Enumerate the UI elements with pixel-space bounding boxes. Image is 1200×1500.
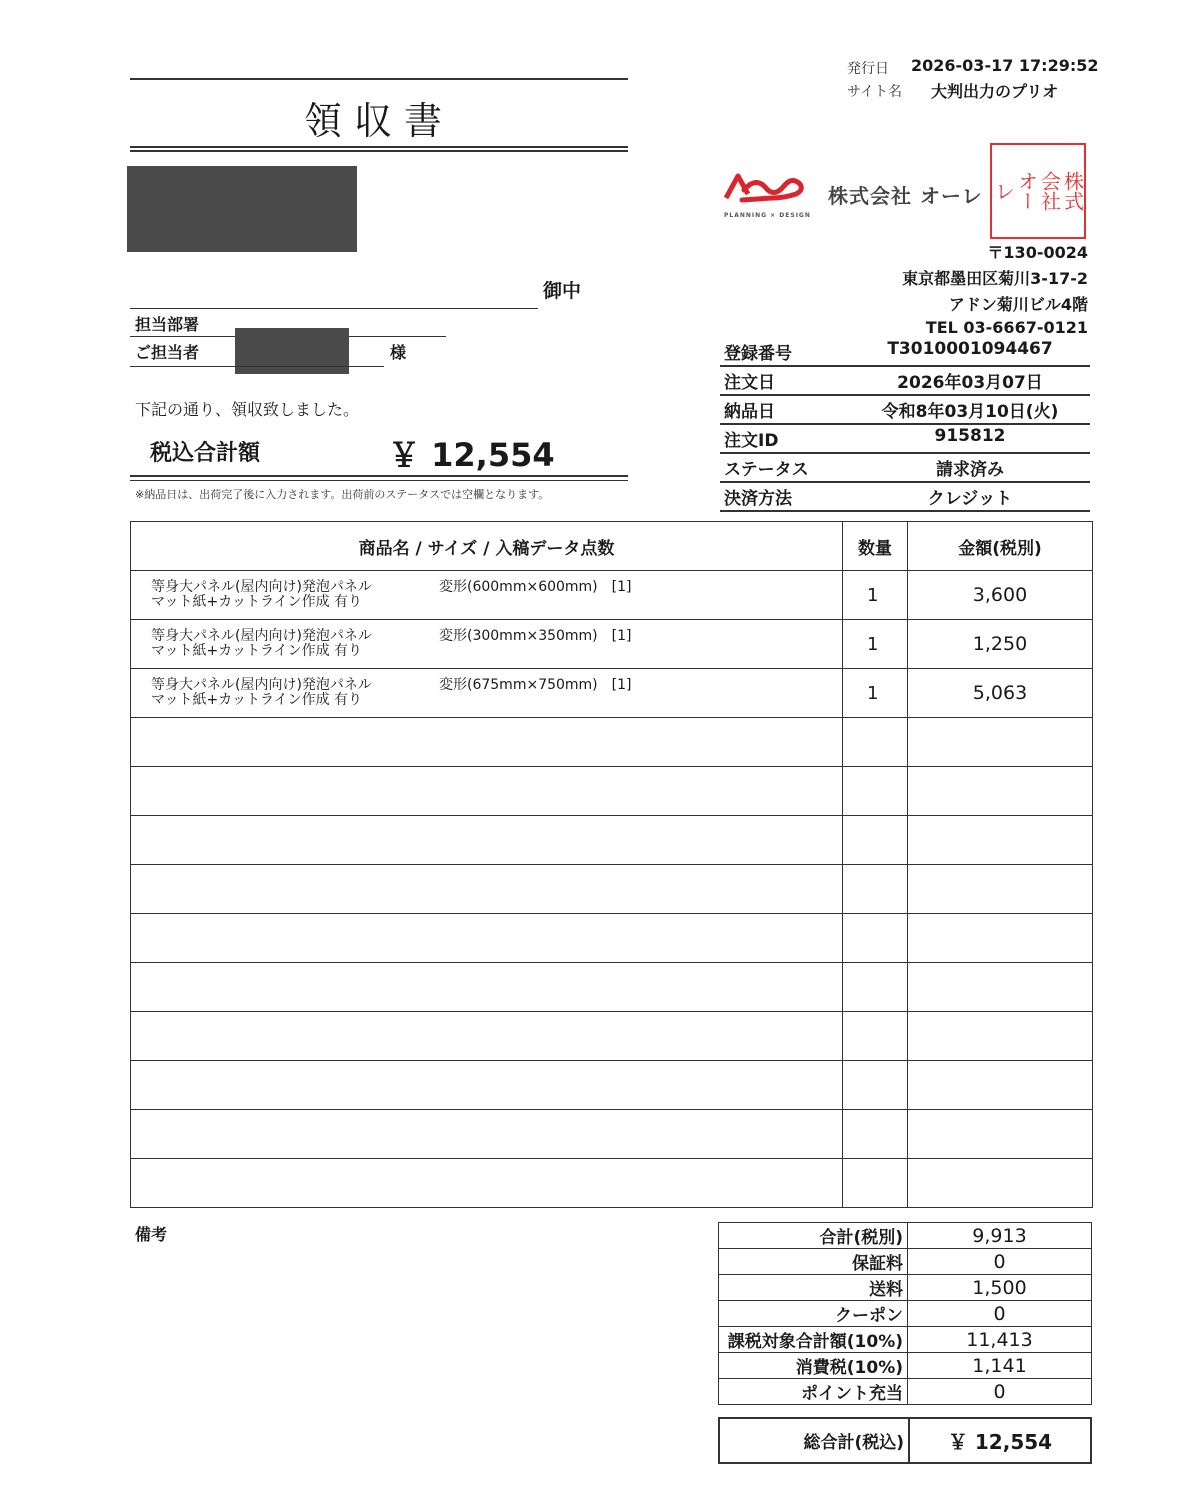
empty-row (131, 1159, 1093, 1208)
company-address-2: アドン菊川ビル4階 (948, 295, 1088, 314)
grand-total-table (718, 1417, 1092, 1464)
summary-label: 送料 (719, 1275, 908, 1301)
title-rule-bottom-2 (130, 150, 628, 152)
info-label: 注文ID (724, 431, 779, 451)
empty-cell (843, 1012, 908, 1061)
title-rule-bottom-1 (130, 146, 628, 148)
empty-cell (843, 963, 908, 1012)
empty-row (131, 767, 1093, 816)
seal-char-4: レ (991, 181, 1016, 201)
info-label: ステータス (724, 460, 809, 480)
info-value: 915812 (934, 426, 1006, 446)
company-postal: 〒130-0024 (987, 243, 1088, 262)
summary-row (719, 1353, 1092, 1379)
total-amount-label: 税込合計額 (150, 441, 261, 466)
empty-row (131, 963, 1093, 1012)
summary-value: 11,413 (908, 1327, 1092, 1353)
empty-row (131, 1061, 1093, 1110)
empty-cell (908, 718, 1093, 767)
total-rule-1 (130, 475, 628, 477)
empty-cell (843, 865, 908, 914)
item-options: マット紙+カットライン作成 有り (151, 594, 363, 610)
item-amount: 1,250 (908, 620, 1093, 669)
table-row (131, 620, 1093, 669)
company-logo-subtitle: PLANNING × DESIGN (724, 212, 811, 219)
info-row-registration (720, 336, 1090, 367)
empty-row (131, 718, 1093, 767)
company-logo-icon (722, 168, 806, 212)
summary-label: 消費税(10%) (719, 1353, 908, 1379)
summary-value: 9,913 (908, 1223, 1092, 1249)
redacted-recipient-name (127, 166, 357, 252)
info-value: 令和8年03月10日(火) (881, 402, 1059, 422)
empty-cell (131, 718, 843, 767)
items-header-row (131, 522, 1093, 571)
item-size: 変形(675mm×750mm) [1] (439, 677, 632, 693)
info-row-order-id (720, 423, 1090, 454)
empty-cell (843, 718, 908, 767)
empty-row (131, 914, 1093, 963)
empty-cell (131, 1110, 843, 1159)
info-row-delivery-date (720, 394, 1090, 425)
item-amount: 5,063 (908, 669, 1093, 718)
summary-label: クーポン (719, 1301, 908, 1327)
empty-cell (908, 865, 1093, 914)
company-logo (722, 168, 806, 212)
delivery-note: ※納品日は、出荷完了後に入力されます。出荷前のステータスでは空欄となります。 (135, 488, 550, 501)
info-label: 注文日 (724, 373, 775, 393)
item-quantity: 1 (843, 620, 908, 669)
summary-row (719, 1379, 1092, 1405)
summary-table (718, 1222, 1092, 1405)
company-tel: TEL 03-6667-0121 (925, 318, 1088, 337)
summary-row (719, 1327, 1092, 1353)
header-product: 商品名 / サイズ / 入稿データ点数 (131, 522, 843, 571)
table-row (131, 669, 1093, 718)
item-quantity: 1 (843, 669, 908, 718)
header-quantity: 数量 (843, 522, 908, 571)
item-name-cell (131, 571, 843, 620)
seal-char-1: 株式 (1060, 171, 1085, 211)
received-text: 下記の通り、領収致しました。 (135, 400, 360, 419)
department-label: 担当部署 (135, 315, 200, 334)
recipient-honorific: 御中 (543, 280, 582, 302)
seal-char-3: オー (1014, 171, 1039, 211)
summary-value: 0 (908, 1301, 1092, 1327)
empty-cell (843, 1110, 908, 1159)
summary-label: 保証料 (719, 1249, 908, 1275)
empty-cell (843, 816, 908, 865)
info-value: 請求済み (936, 460, 1004, 480)
company-name: 株式会社 オーレ (828, 184, 983, 208)
info-value: T3010001094467 (887, 339, 1053, 359)
empty-cell (843, 1061, 908, 1110)
item-quantity: 1 (843, 571, 908, 620)
title-rule-top (130, 78, 628, 80)
issue-date-label: 発行日 (847, 61, 889, 77)
item-product: 等身大パネル(屋内向け)発泡パネル (151, 579, 372, 595)
seal-char-2: 会社 (1037, 171, 1062, 211)
empty-cell (131, 767, 843, 816)
empty-cell (843, 767, 908, 816)
empty-cell (908, 914, 1093, 963)
info-label: 決済方法 (724, 489, 792, 509)
summary-row (719, 1249, 1092, 1275)
remarks-label: 備考 (135, 1225, 168, 1244)
empty-row (131, 865, 1093, 914)
items-table (130, 521, 1093, 1208)
empty-cell (908, 963, 1093, 1012)
empty-cell (131, 963, 843, 1012)
item-product: 等身大パネル(屋内向け)発泡パネル (151, 677, 372, 693)
company-seal-stamp (990, 143, 1086, 239)
info-row-order-date (720, 365, 1090, 396)
empty-cell (131, 1159, 843, 1208)
summary-row (719, 1223, 1092, 1249)
summary-label: ポイント充当 (719, 1379, 908, 1405)
info-row-status (720, 452, 1090, 483)
summary-value: 0 (908, 1249, 1092, 1275)
issue-date-value: 2026-03-17 17:29:52 (911, 56, 1099, 75)
empty-cell (131, 816, 843, 865)
site-name-label: サイト名 (847, 84, 903, 100)
total-amount-value: ￥ 12,554 (388, 436, 555, 474)
empty-cell (843, 1159, 908, 1208)
info-row-payment (720, 481, 1090, 512)
grand-total-label: 総合計(税込) (719, 1418, 909, 1463)
empty-cell (908, 1159, 1093, 1208)
summary-row (719, 1301, 1092, 1327)
empty-row (131, 1110, 1093, 1159)
empty-cell (131, 1012, 843, 1061)
summary-label: 課税対象合計額(10%) (719, 1327, 908, 1353)
grand-total-row (719, 1418, 1091, 1463)
item-options: マット紙+カットライン作成 有り (151, 643, 363, 659)
empty-cell (908, 816, 1093, 865)
summary-label: 合計(税別) (719, 1223, 908, 1249)
person-label: ご担当者 (135, 343, 200, 362)
site-name-value: 大判出力のプリオ (931, 82, 1059, 101)
info-label: 登録番号 (724, 344, 792, 364)
empty-cell (908, 1061, 1093, 1110)
summary-value: 1,141 (908, 1353, 1092, 1379)
person-underline (130, 366, 384, 367)
item-options: マット紙+カットライン作成 有り (151, 692, 363, 708)
info-label: 納品日 (724, 402, 775, 422)
empty-cell (131, 1061, 843, 1110)
item-name-cell (131, 669, 843, 718)
empty-cell (131, 914, 843, 963)
item-amount: 3,600 (908, 571, 1093, 620)
item-size: 変形(600mm×600mm) [1] (439, 579, 632, 595)
company-address-1: 東京都墨田区菊川3-17-2 (902, 269, 1088, 288)
grand-total-value: ￥ 12,554 (909, 1418, 1091, 1463)
item-size: 変形(300mm×350mm) [1] (439, 628, 632, 644)
table-row (131, 571, 1093, 620)
item-product: 等身大パネル(屋内向け)発泡パネル (151, 628, 372, 644)
summary-value: 0 (908, 1379, 1092, 1405)
empty-cell (843, 914, 908, 963)
page-title: 領収書 (303, 99, 454, 143)
summary-value: 1,500 (908, 1275, 1092, 1301)
info-value: 2026年03月07日 (897, 373, 1043, 393)
summary-row (719, 1275, 1092, 1301)
empty-cell (908, 1012, 1093, 1061)
empty-row (131, 816, 1093, 865)
total-rule-2 (130, 480, 628, 481)
header-amount: 金額(税別) (908, 522, 1093, 571)
recipient-underline (130, 308, 538, 309)
item-name-cell (131, 620, 843, 669)
redacted-person-name (235, 328, 349, 374)
empty-row (131, 1012, 1093, 1061)
empty-cell (908, 767, 1093, 816)
info-value: クレジット (927, 489, 1013, 509)
person-honorific: 様 (390, 343, 407, 362)
empty-cell (908, 1110, 1093, 1159)
empty-cell (131, 865, 843, 914)
